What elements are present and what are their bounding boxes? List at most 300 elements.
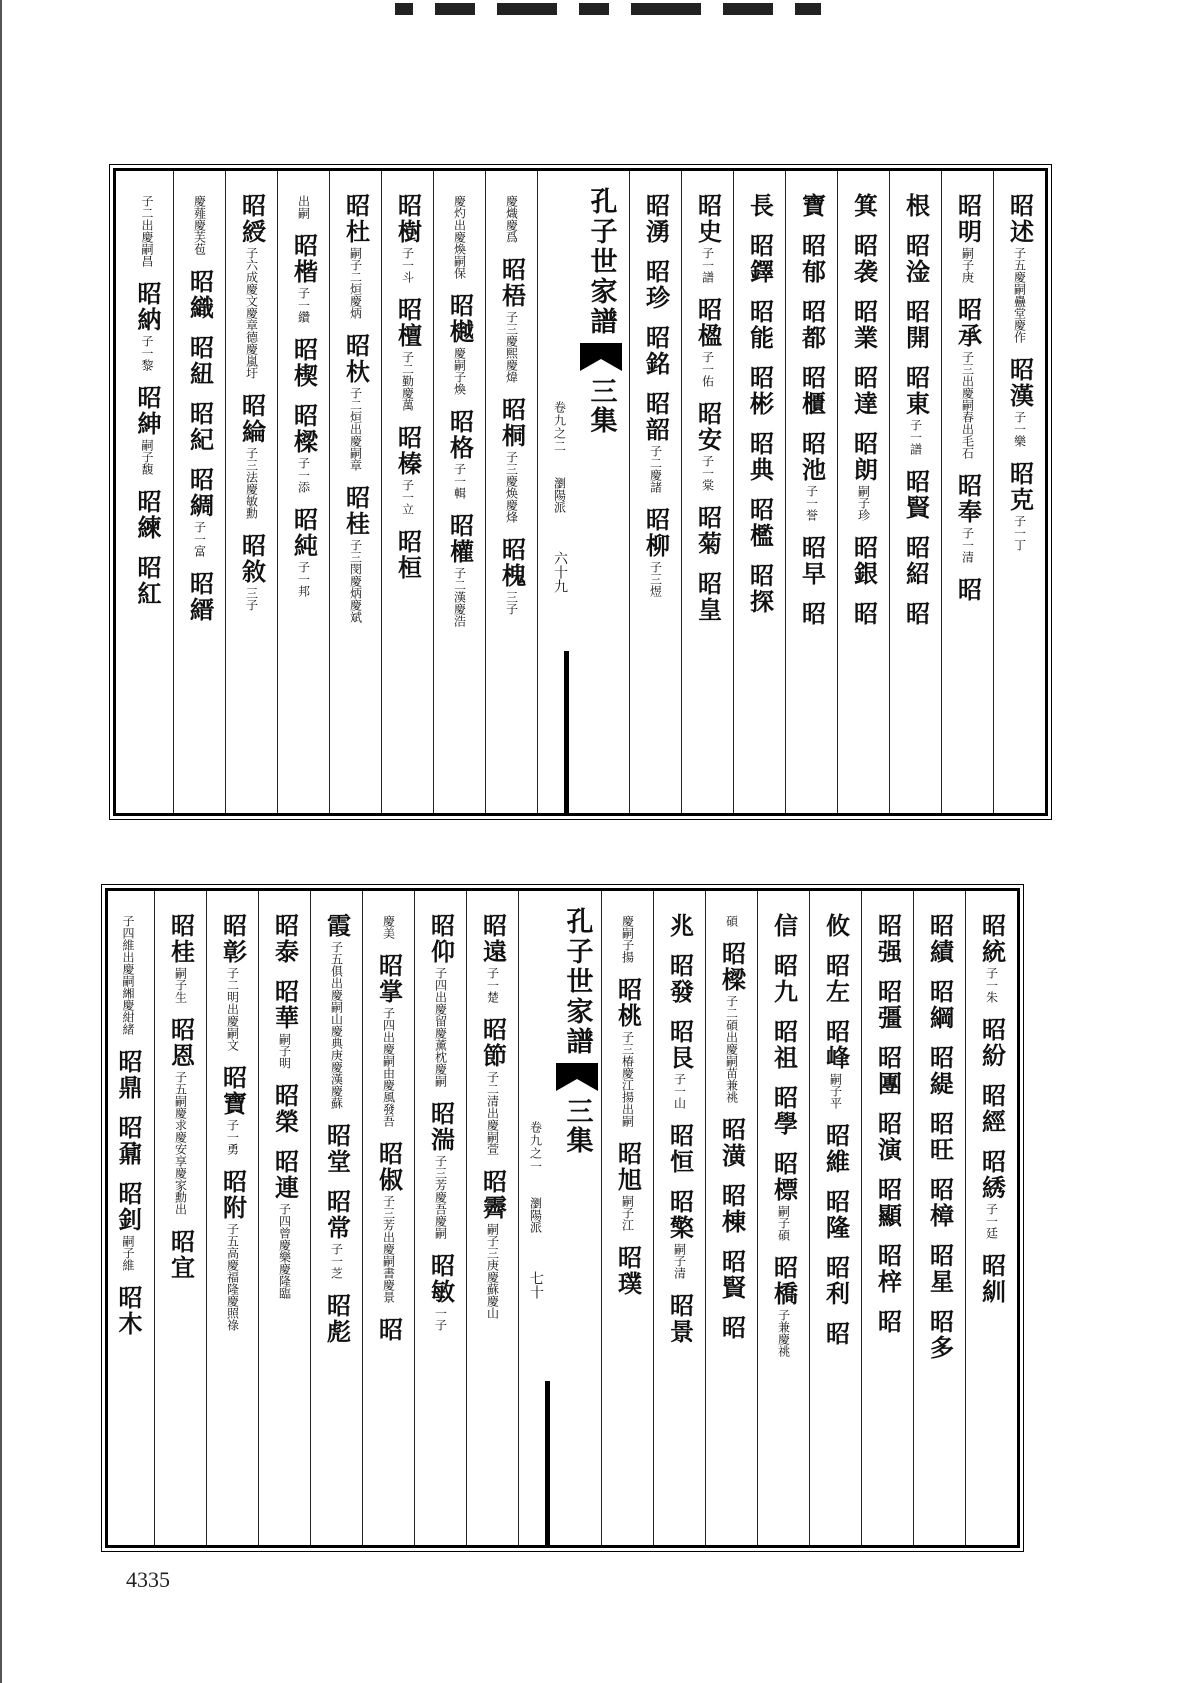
genealogy-entry	[375, 1317, 403, 1343]
person-name: 昭彊	[873, 979, 903, 1031]
person-name: 昭統	[977, 913, 1007, 965]
person-name: 昭樑	[289, 403, 319, 455]
person-name: 昭常	[322, 1189, 352, 1241]
genealogy-column	[121, 171, 173, 813]
person-name: 昭彪	[322, 1293, 352, 1345]
person-name: 昭星	[925, 1243, 955, 1295]
lineage-note: 嗣子馥	[140, 439, 154, 475]
person-name: 兆	[665, 913, 695, 939]
genealogy-entry	[926, 1177, 954, 1229]
genealogy-entry	[694, 571, 722, 623]
lineage-note: 子二出慶嗣昌	[140, 195, 154, 267]
person-name: 昭桂	[166, 913, 196, 965]
genealogy-entry	[505, 193, 519, 243]
genealogy-column	[225, 171, 277, 813]
lineage-note: 子一邦	[296, 561, 311, 597]
person-name: 昭納	[133, 281, 162, 333]
person-name: 昭安	[693, 401, 723, 453]
genealogy-entry	[479, 1017, 507, 1155]
genealogy-entry	[271, 979, 299, 1069]
genealogy-entry	[394, 425, 422, 515]
genealogy-entry	[375, 1141, 403, 1303]
lineage-note: 嗣子三庚慶蘇慶山	[485, 1223, 500, 1319]
genealogy-entry	[666, 1123, 694, 1175]
genealogy-entry	[902, 233, 930, 285]
person-name: 昭彰	[218, 913, 248, 965]
lineage-note: 子三芳慶吾慶嗣	[433, 1155, 448, 1239]
genealogy-entry	[926, 1111, 954, 1163]
genealogy-column	[105, 891, 154, 1545]
person-name: 昭敏	[426, 1253, 456, 1305]
genealogy-entry	[725, 913, 739, 927]
person-name: 昭奉	[953, 473, 983, 525]
genealogy-entry	[718, 1249, 746, 1301]
lineage-note: 子一纘	[296, 287, 311, 323]
genealogy-entry	[874, 913, 902, 965]
person-name: 昭發	[665, 953, 695, 1005]
person-name: 昭綸	[237, 393, 267, 445]
collection-label: 三集	[585, 377, 617, 435]
genealogy-entry	[121, 913, 135, 1035]
lineage-note: 子三芳出慶嗣書慶景	[381, 1195, 396, 1303]
genealogy-column	[601, 891, 653, 1545]
genealogy-entry	[850, 233, 878, 285]
person-name: 昭榮	[270, 1083, 300, 1135]
lineage-note: 一子	[433, 1307, 448, 1331]
person-name: 昭綬	[237, 193, 267, 245]
genealogy-column	[861, 891, 913, 1545]
person-name: 昭格	[445, 409, 475, 461]
person-name: 寶	[797, 193, 827, 219]
volume-label: 卷九之一	[528, 1121, 543, 1173]
genealogy-entry	[902, 601, 930, 627]
person-name: 昭克	[1005, 461, 1035, 513]
person-name: 昭郁	[797, 233, 827, 285]
genealogy-entry	[850, 431, 878, 521]
person-name: 昭顯	[873, 1177, 903, 1229]
person-name: 昭演	[873, 1111, 903, 1163]
person-name: 昭楷	[289, 233, 319, 285]
person-name: 昭紃	[977, 1253, 1007, 1305]
genealogy-entry	[1006, 357, 1034, 447]
genealogy-entry	[290, 233, 318, 323]
person-name: 攸	[821, 913, 851, 939]
person-name: 昭節	[478, 1017, 508, 1069]
person-name: 昭桓	[393, 529, 423, 581]
genealogy-entry	[290, 403, 318, 493]
genealogy-entry	[746, 299, 774, 351]
lineage-note: 嗣子清	[672, 1243, 687, 1279]
genealogy-entry	[271, 1149, 299, 1299]
person-name: 昭桐	[497, 397, 527, 449]
person-name: 昭早	[797, 535, 827, 587]
genealogy-entry	[850, 601, 878, 627]
person-name: 昭彬	[745, 365, 775, 417]
lineage-note: 子二明出慶嗣文	[225, 967, 240, 1051]
person-name: 昭連	[270, 1149, 300, 1201]
person-name: 昭都	[797, 299, 827, 351]
person-name: 昭桃	[613, 977, 643, 1029]
genealogy-entry	[133, 281, 161, 371]
genealogy-entry	[902, 469, 930, 521]
genealogy-entry	[394, 193, 422, 283]
person-name: 昭樾	[445, 293, 475, 345]
person-name: 昭史	[693, 193, 723, 245]
genealogy-entry	[978, 1253, 1006, 1305]
person-name: 昭堂	[322, 1123, 352, 1175]
right-columns	[601, 891, 1017, 1545]
person-name: 昭	[953, 577, 983, 603]
person-name: 昭湧	[641, 193, 671, 245]
genealogy-column	[310, 891, 362, 1545]
genealogy-entry	[186, 467, 214, 557]
person-name: 昭紐	[185, 335, 215, 387]
lineage-note: 子二勤慶萬	[400, 351, 415, 411]
center-vertical-rule	[545, 1381, 550, 1545]
genealogy-column	[329, 171, 381, 813]
person-name: 昭池	[797, 431, 827, 483]
genealogy-entry	[926, 1309, 954, 1361]
genealogy-column	[681, 171, 733, 813]
lineage-note: 子一立	[400, 479, 415, 515]
person-name: 昭學	[769, 1085, 799, 1137]
lineage-note: 碩	[724, 915, 739, 927]
genealogy-entry	[453, 193, 467, 279]
genealogy-column	[993, 171, 1045, 813]
person-name: 昭隆	[821, 1189, 851, 1241]
lineage-note: 子一斗	[400, 247, 415, 283]
genealogy-entry	[394, 297, 422, 411]
genealogy-entry	[822, 1123, 850, 1175]
genealogy-entry	[822, 1189, 850, 1241]
person-name: 昭達	[849, 365, 879, 417]
person-name: 昭織	[185, 269, 215, 321]
genealogy-entry	[718, 1117, 746, 1169]
lineage-note: 嗣子碩	[776, 1205, 791, 1241]
person-name: 昭銘	[641, 325, 671, 377]
genealogy-entry	[479, 1169, 507, 1319]
lineage-note: 嗣子江	[620, 1195, 635, 1231]
genealogy-column	[362, 891, 414, 1545]
lineage-note: 子四維出慶嗣緗慶紺緒	[121, 915, 135, 1035]
person-name: 昭權	[445, 513, 475, 565]
genealogy-entry	[479, 913, 507, 1003]
genealogy-entry	[850, 193, 878, 219]
genealogy-entry	[342, 485, 370, 623]
genealogy-entry	[167, 1229, 195, 1281]
lineage-note: 嗣子珍	[856, 485, 871, 521]
genealogy-entry	[140, 193, 154, 267]
genealogy-entry	[978, 1149, 1006, 1239]
person-name: 箕	[849, 193, 879, 219]
genealogy-entry	[822, 1321, 850, 1347]
person-name: 昭櫃	[797, 365, 827, 417]
genealogy-entry	[133, 385, 161, 475]
genealogy-column	[705, 891, 757, 1545]
person-name: 信	[769, 913, 799, 939]
genealogy-column	[733, 171, 785, 813]
genealogy-entry	[954, 297, 982, 459]
lineage-note: 子一棠	[700, 455, 715, 491]
volume-label: 卷九之二	[552, 401, 567, 453]
genealogy-entry	[498, 537, 526, 615]
person-name: 昭淦	[901, 233, 931, 285]
genealogy-entry	[642, 391, 670, 493]
genealogy-entry	[323, 1189, 351, 1279]
person-name: 昭袭	[849, 233, 879, 285]
genealogy-column	[889, 171, 941, 813]
genealogy-entry	[978, 913, 1006, 1003]
lineage-note: 慶嗣子煥	[452, 347, 467, 395]
person-name: 昭强	[873, 913, 903, 965]
genealogy-entry	[954, 473, 982, 563]
genealogy-entry	[746, 193, 774, 219]
person-name: 昭維	[821, 1123, 851, 1175]
person-name: 昭探	[745, 563, 775, 615]
lineage-note: 子二清出慶嗣萱	[485, 1071, 500, 1155]
person-name: 昭述	[1005, 193, 1035, 245]
lineage-note: 嗣子生	[173, 967, 188, 1003]
person-name: 昭紛	[977, 1017, 1007, 1069]
genealogy-column	[653, 891, 705, 1545]
genealogy-entry	[382, 913, 396, 939]
person-name: 昭木	[114, 1285, 143, 1337]
person-name: 昭附	[218, 1169, 248, 1221]
genealogy-entry	[114, 1115, 142, 1167]
lineage-note: 嗣子庚	[960, 247, 975, 283]
person-name: 昭俶	[374, 1141, 404, 1193]
genealogy-column	[381, 171, 433, 813]
person-name: 昭梧	[497, 257, 527, 309]
genealogy-entry	[718, 941, 746, 1103]
lineage-note: 子三椿慶江揚出嗣	[620, 1031, 635, 1127]
collection-label: 三集	[561, 1097, 593, 1155]
genealogy-entry	[926, 913, 954, 965]
genealogy-entry	[926, 1243, 954, 1295]
genealogy-column	[277, 171, 329, 813]
person-name: 昭團	[873, 1045, 903, 1097]
lineage-note: 子二碩出慶嗣苗兼祧	[724, 995, 739, 1103]
lineage-note: 子四出慶嗣由慶風發吾	[381, 1007, 396, 1127]
center-title: 孔子世家譜	[585, 187, 617, 337]
genealogy-entry	[798, 299, 826, 351]
genealogy-entry	[978, 1017, 1006, 1069]
person-name: 昭檻	[745, 497, 775, 549]
genealogy-entry	[133, 489, 161, 541]
genealogy-entry	[850, 299, 878, 351]
genealogy-entry	[718, 1183, 746, 1235]
lineage-note: 子一譜	[908, 419, 923, 455]
person-name: 昭掌	[374, 953, 404, 1005]
person-name: 昭霽	[478, 1169, 508, 1221]
person-name: 昭旭	[613, 1141, 643, 1193]
genealogy-entry	[902, 535, 930, 587]
center-column	[537, 171, 625, 813]
person-name: 昭樹	[393, 193, 423, 245]
person-name: 昭楹	[693, 297, 723, 349]
right-columns	[625, 171, 1045, 813]
lineage-note: 三子	[504, 591, 519, 615]
person-name: 昭柳	[641, 507, 671, 559]
genealogy-entry	[746, 497, 774, 549]
person-name: 昭東	[901, 365, 931, 417]
genealogy-column	[485, 171, 537, 813]
person-name: 昭縉	[185, 571, 215, 623]
person-name: 昭恩	[166, 1017, 196, 1069]
genealogy-entry	[822, 1255, 850, 1307]
person-name: 昭綱	[925, 979, 955, 1031]
genealogy-column	[466, 891, 518, 1545]
person-name: 昭杜	[341, 193, 371, 245]
person-name: 昭紅	[133, 555, 162, 607]
lineage-note: 嗣子明	[277, 1033, 292, 1069]
genealogy-entry	[798, 431, 826, 521]
genealogy-entry	[850, 365, 878, 417]
person-name: 昭檀	[393, 297, 423, 349]
genealogy-entry	[902, 365, 930, 455]
genealogy-entry	[342, 193, 370, 319]
genealogy-entry	[238, 393, 266, 519]
genealogy-column	[173, 171, 225, 813]
genealogy-entry	[614, 1245, 642, 1297]
person-name: 昭開	[901, 299, 931, 351]
person-name: 昭賢	[717, 1249, 747, 1301]
person-name: 昭紀	[185, 401, 215, 453]
center-vertical-rule	[564, 651, 569, 813]
person-name: 昭皇	[693, 571, 723, 623]
person-name: 昭仰	[426, 913, 456, 965]
folio-number: 六十九	[552, 551, 568, 593]
lineage-note: 嗣子平	[828, 1073, 843, 1109]
lineage-note: 子三慶焕慶烽	[504, 451, 519, 523]
center-column	[518, 891, 601, 1545]
person-name: 昭銀	[849, 535, 879, 587]
lineage-note: 子一樂	[1012, 411, 1027, 447]
person-name: 昭梓	[873, 1243, 903, 1295]
genealogy-entry	[642, 259, 670, 311]
genealogy-column	[785, 171, 837, 813]
person-name: 昭典	[745, 431, 775, 483]
lineage-note: 子一芝	[329, 1243, 344, 1279]
genealogy-entry	[271, 913, 299, 965]
genealogy-entry	[874, 1111, 902, 1163]
genealogy-entry	[446, 513, 474, 627]
lineage-note: 子一譜	[700, 247, 715, 283]
person-name: 昭朗	[849, 431, 879, 483]
genealogy-entry	[770, 953, 798, 1005]
genealogy-entry	[186, 401, 214, 453]
genealogy-entry	[133, 555, 161, 607]
genealogy-entry	[642, 325, 670, 377]
genealogy-column	[629, 171, 681, 813]
lineage-note: 子一勇	[225, 1119, 240, 1155]
person-name: 昭敘	[237, 533, 267, 585]
lineage-note: 子四出慶留慶薰枕慶嗣	[433, 967, 448, 1087]
genealogy-column	[809, 891, 861, 1545]
genealogy-entry	[798, 535, 826, 587]
genealogy-column	[965, 891, 1017, 1545]
person-name: 昭樑	[717, 941, 747, 993]
genealogy-entry	[718, 1315, 746, 1341]
genealogy-entry	[978, 1083, 1006, 1135]
genealogy-entry	[694, 505, 722, 557]
genealogy-entry	[219, 1169, 247, 1331]
left-columns	[105, 891, 518, 1545]
genealogy-entry	[770, 1151, 798, 1241]
person-name: 昭釗	[114, 1181, 143, 1233]
person-name: 昭橋	[769, 1255, 799, 1307]
person-name: 昭紳	[133, 385, 162, 437]
lineage-note: 子三煜	[648, 561, 663, 597]
person-name: 昭榛	[393, 425, 423, 477]
lineage-note: 子四曾慶樂慶隆臨	[277, 1203, 292, 1299]
person-name: 昭承	[953, 297, 983, 349]
person-name: 昭漢	[1005, 357, 1035, 409]
genealogy-entry	[770, 1255, 798, 1357]
genealogy-entry	[798, 601, 826, 627]
person-name: 昭韶	[641, 391, 671, 443]
person-name: 昭能	[745, 299, 775, 351]
fishtail-mark-icon	[556, 1063, 598, 1091]
genealogy-entry	[798, 233, 826, 285]
person-name: 昭	[873, 1309, 903, 1335]
genealogy-entry	[323, 1293, 351, 1345]
genealogy-entry	[621, 913, 635, 963]
person-name: 昭練	[133, 489, 162, 541]
person-name: 昭	[374, 1317, 404, 1343]
lineage-note: 子五俱出慶嗣山慶典庚慶漢慶蘇	[329, 941, 344, 1109]
genealogy-entry	[926, 1045, 954, 1097]
genealogy-entry	[666, 1189, 694, 1279]
person-name: 昭樟	[925, 1177, 955, 1229]
genealogy-entry	[614, 1141, 642, 1231]
genealogy-entry	[874, 1243, 902, 1295]
person-name: 昭鐸	[745, 233, 775, 285]
lineage-note: 子五嗣慶求慶安享慶家勳出	[173, 1071, 188, 1215]
person-name: 昭	[797, 601, 827, 627]
genealogy-entry	[926, 979, 954, 1031]
page-number: 4335	[126, 1567, 170, 1592]
lineage-note: 子三慶熙慶煒	[504, 311, 519, 383]
person-name: 昭潢	[717, 1117, 747, 1169]
genealogy-entry	[666, 1293, 694, 1345]
person-name: 根	[901, 193, 931, 219]
genealogy-entry	[290, 337, 318, 389]
genealogy-entry	[666, 1019, 694, 1109]
person-name: 昭旺	[925, 1111, 955, 1163]
genealogy-entry	[427, 1253, 455, 1331]
genealogy-entry	[375, 953, 403, 1127]
person-name: 昭鼐	[114, 1115, 143, 1167]
lineage-note: 子一楚	[485, 967, 500, 1003]
person-name: 昭槐	[497, 537, 527, 589]
person-name: 昭檠	[665, 1189, 695, 1241]
person-name: 昭明	[953, 193, 983, 245]
lineage-note: 子一誉	[804, 485, 819, 521]
genealogy-entry	[770, 1085, 798, 1137]
fishtail-mark-icon	[580, 343, 622, 371]
person-name: 昭綉	[977, 1149, 1007, 1201]
person-name: 昭	[717, 1315, 747, 1341]
genealogy-column	[433, 171, 485, 813]
person-name: 昭紹	[901, 535, 931, 587]
genealogy-column	[757, 891, 809, 1545]
person-name: 霞	[322, 913, 352, 939]
genealogy-column	[837, 171, 889, 813]
genealogy-entry	[874, 979, 902, 1031]
person-name: 昭緹	[925, 1045, 955, 1097]
genealogy-entry	[642, 193, 670, 245]
